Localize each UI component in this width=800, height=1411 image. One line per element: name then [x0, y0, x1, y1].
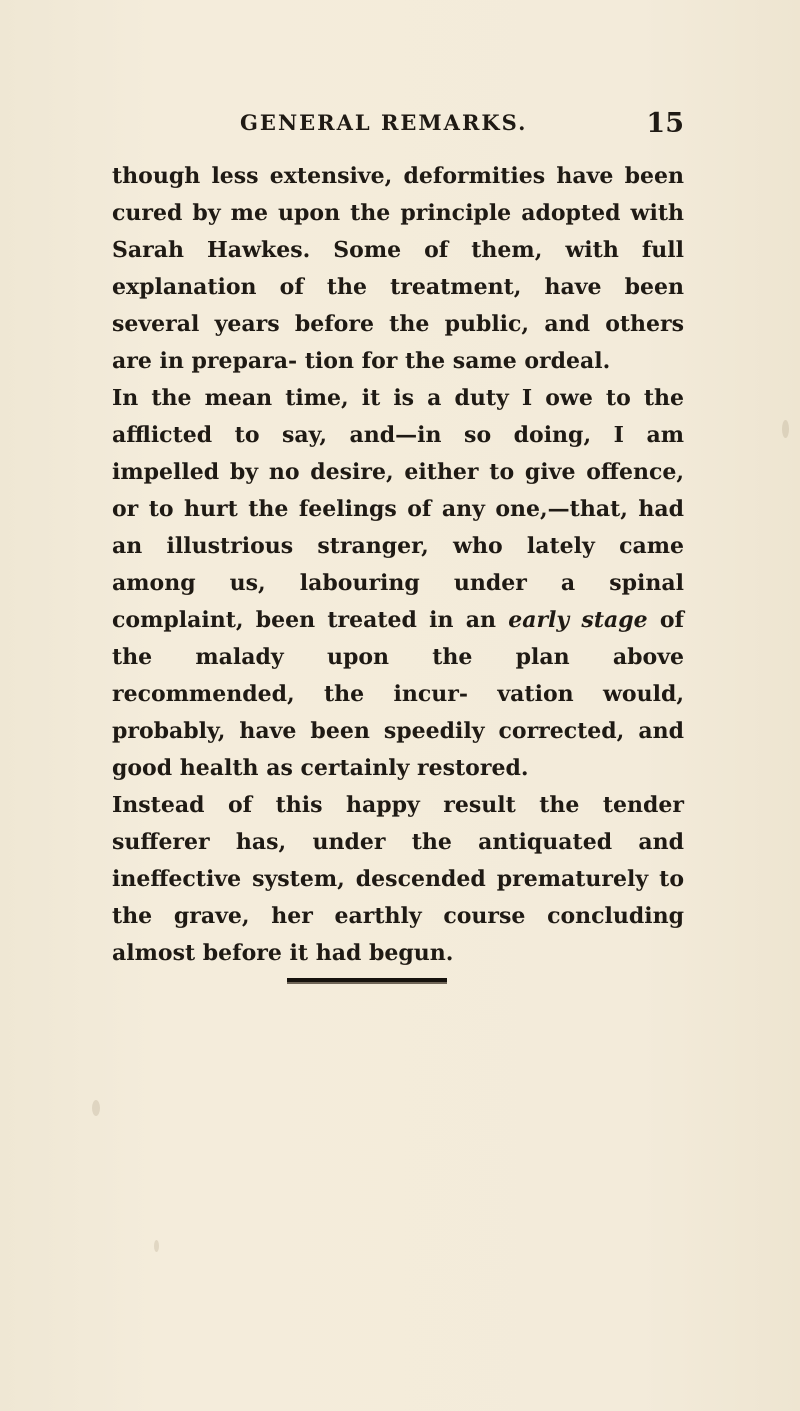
paragraph-3: Instead of this happy result the tender sufferer has, under the antiquated and ineffective system, descended prematurely to the grave, her earthly course concluding almost before it had begun.	[112, 792, 684, 966]
paper-stain-mark	[154, 1240, 159, 1252]
paragraph-2	[112, 380, 684, 787]
paragraph-2-text-before-emphasis: In the mean time, it is a duty I owe to the afflicted to say, and—in so doing, I am impelled by no desire, either to give offence, or to hurt the feelings of any one,—that, had an illustrious stranger, who lately came among us, labouring under a spinal complaint, been treated in an	[112, 385, 684, 633]
paragraph-1: though less extensive, deformities have been cured by me upon the principle adopted with Sarah Hawkes. Some of them, with full explanation of the treatment, have been several years before the public, and others are in prepara- tion for the same ordeal.	[112, 163, 684, 374]
paper-stain-mark	[92, 1100, 100, 1116]
paragraph-2-text-after-emphasis: of the malady upon the plan above recommended, the incur- vation would, probably, have been speedily corrected, and good health as certainly restored.	[112, 607, 684, 781]
running-header	[112, 110, 684, 142]
page-number: 15	[646, 108, 684, 139]
end-rule	[287, 978, 447, 982]
emphasized-phrase: early stage	[508, 607, 648, 633]
page-title: GENERAL REMARKS.	[240, 110, 528, 135]
body-text	[112, 158, 684, 972]
paper-stain-mark	[782, 420, 789, 438]
